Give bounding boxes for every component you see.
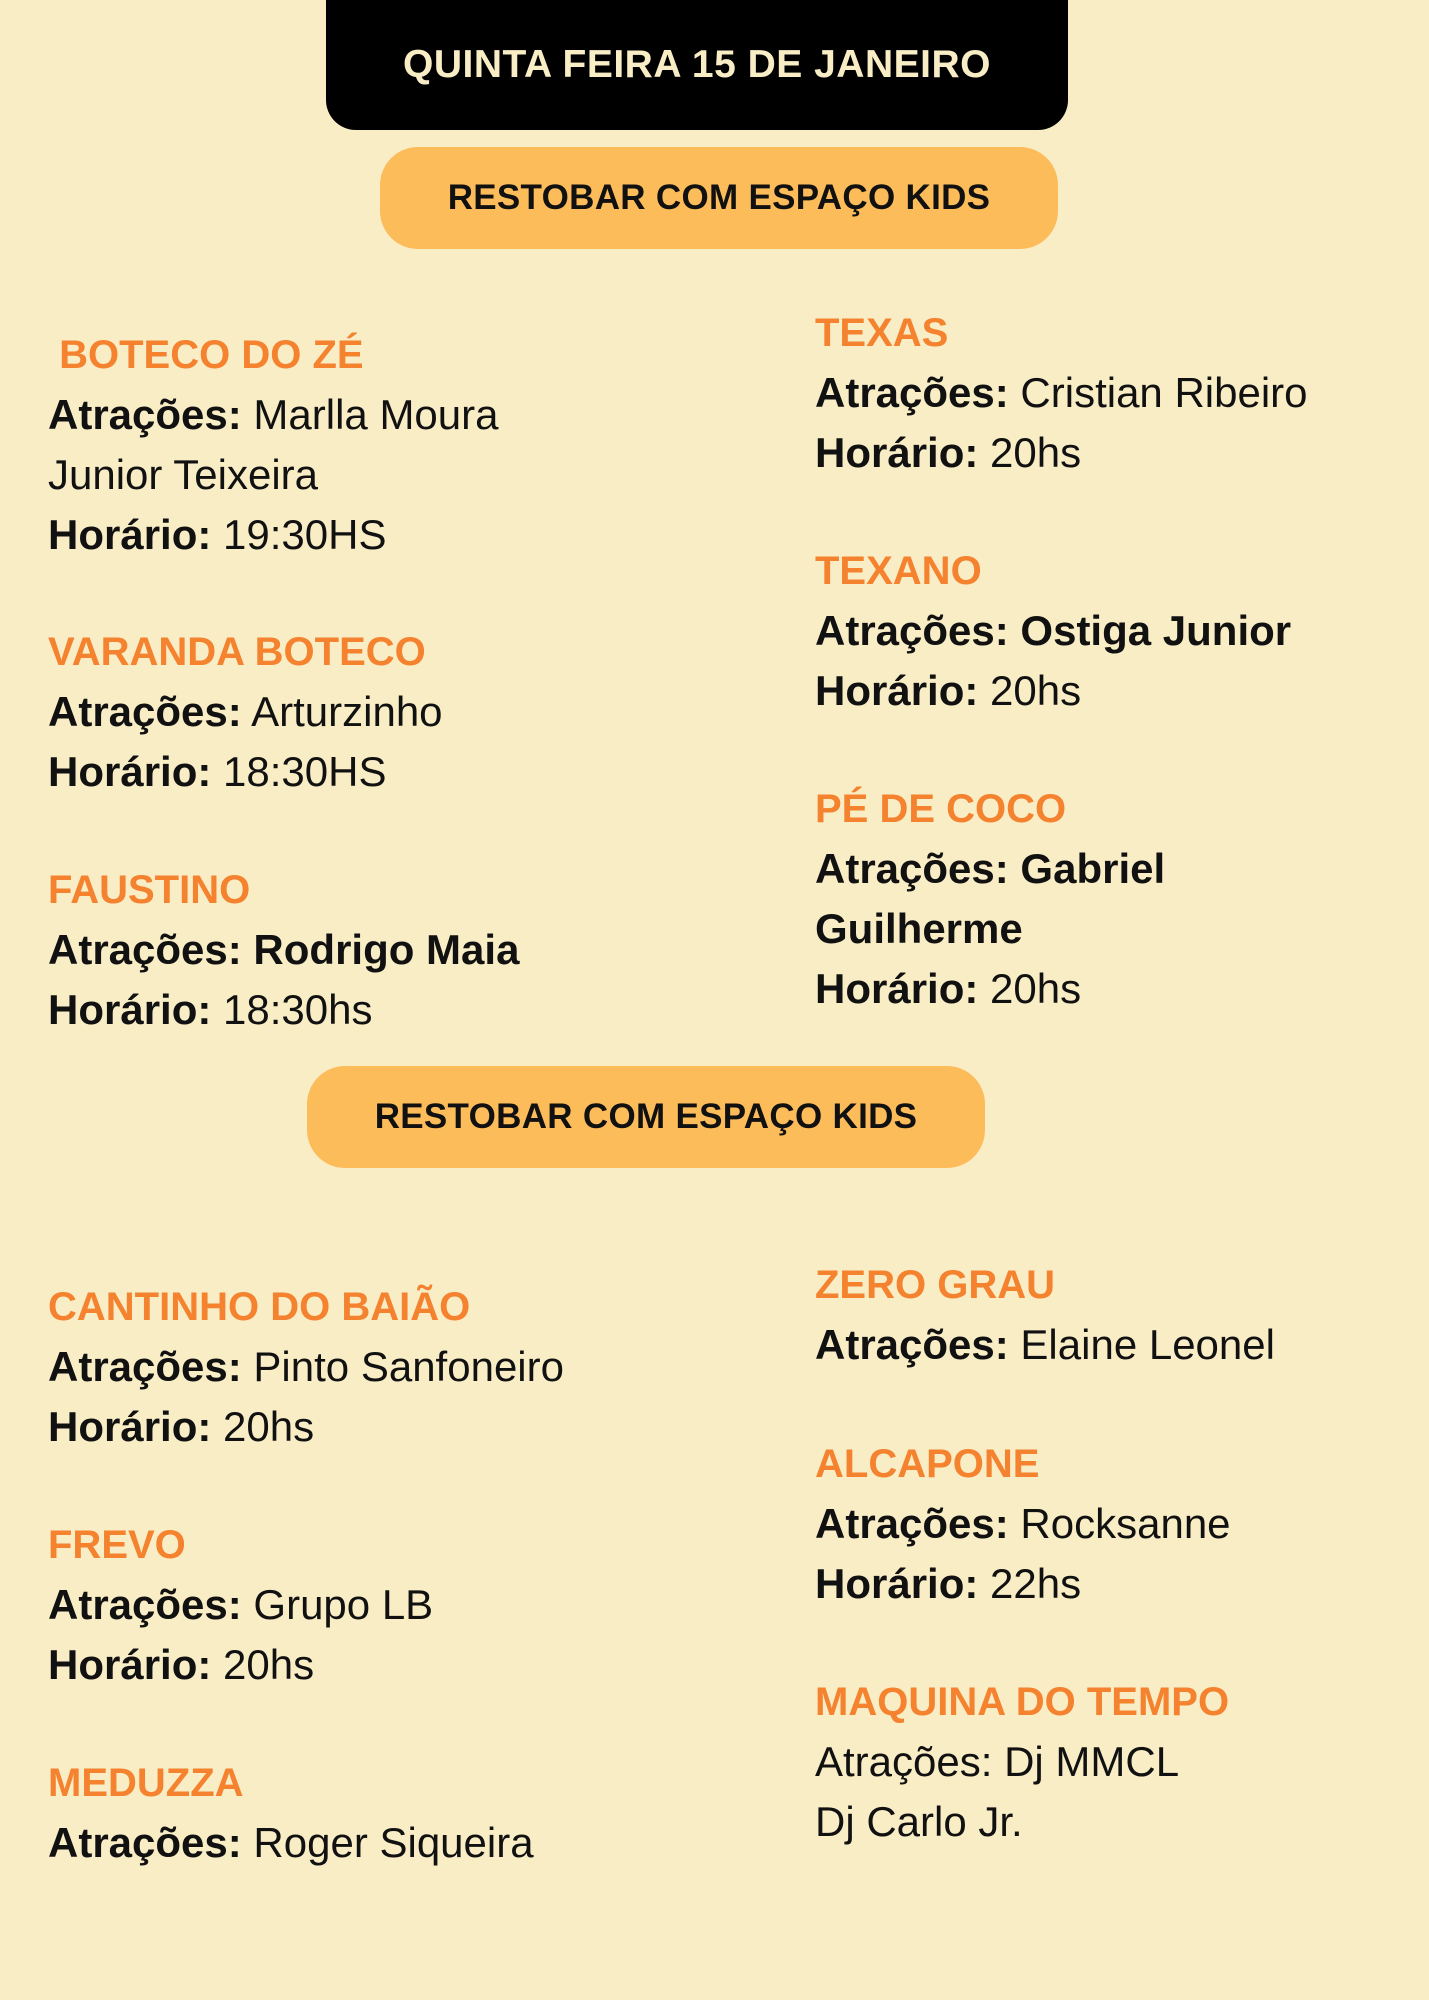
attractions-label: Atrações:	[815, 1321, 1009, 1368]
attractions-label: Atrações:	[815, 845, 1009, 892]
attractions-value: Grupo LB	[253, 1581, 434, 1628]
venue-alcapone	[815, 1435, 1231, 1614]
venue-name: ZERO GRAU	[815, 1263, 1055, 1307]
schedule-value: 20hs	[223, 1641, 315, 1688]
venue-texano	[815, 542, 1291, 721]
schedule-label: Horário:	[815, 429, 979, 476]
attractions-label: Atrações:	[48, 688, 242, 735]
schedule-label: Horário:	[48, 986, 212, 1033]
schedule-label: Horário:	[48, 1403, 212, 1450]
schedule-value: 19:30HS	[223, 511, 387, 558]
venue-name: TEXAS	[815, 311, 949, 355]
venue-schedule	[48, 742, 443, 802]
schedule-value: 22hs	[990, 1560, 1082, 1607]
schedule-label: Horário:	[48, 511, 212, 558]
attractions-label: Atrações:	[48, 1343, 242, 1390]
schedule-value: 18:30HS	[223, 748, 387, 795]
attractions-value: Rodrigo Maia	[253, 926, 520, 973]
venue-attractions-extra: Guilherme	[815, 905, 1023, 952]
venue-name: VARANDA BOTECO	[48, 630, 426, 674]
venue-schedule	[48, 505, 499, 565]
page-title: QUINTA FEIRA 15 DE JANEIRO	[326, 0, 1068, 130]
schedule-label: Horário:	[48, 748, 212, 795]
attractions-value: Ostiga Junior	[1020, 607, 1292, 654]
venue-name: PÉ DE COCO	[815, 787, 1067, 831]
venue-attractions	[815, 1315, 1275, 1375]
venue-name: MAQUINA DO TEMPO	[815, 1680, 1230, 1724]
venue-attractions	[48, 385, 499, 445]
venue-name: FREVO	[48, 1523, 186, 1567]
venue-schedule	[48, 980, 519, 1040]
venue-attractions	[815, 839, 1165, 899]
venue-schedule	[48, 1635, 433, 1695]
schedule-value: 18:30hs	[223, 986, 373, 1033]
venue-attractions	[815, 1494, 1231, 1554]
schedule-value: 20hs	[990, 429, 1082, 476]
attractions-value: Elaine Leonel	[1020, 1321, 1275, 1368]
attractions-value: Gabriel	[1020, 845, 1166, 892]
venue-faustino	[48, 861, 519, 1040]
schedule-label: Horário:	[48, 1641, 212, 1688]
attractions-value: Arturzinho	[251, 688, 443, 735]
venue-schedule	[815, 661, 1291, 721]
attractions-value: Rocksanne	[1020, 1500, 1231, 1547]
venue-name: BOTECO DO ZÉ	[48, 333, 364, 377]
schedule-label: Horário:	[815, 965, 979, 1012]
attractions-label: Atrações:	[815, 369, 1009, 416]
venue-zero-grau	[815, 1256, 1275, 1375]
venue-attractions	[48, 1813, 534, 1873]
schedule-value: 20hs	[223, 1403, 315, 1450]
section-label-restobar-1: RESTOBAR COM ESPAÇO KIDS	[380, 147, 1058, 249]
venue-schedule	[815, 1554, 1231, 1614]
venue-attractions	[48, 1337, 564, 1397]
attractions-value: Cristian Ribeiro	[1020, 369, 1308, 416]
venue-frevo	[48, 1516, 433, 1695]
venue-attractions-extra: Dj Carlo Jr.	[815, 1798, 1023, 1845]
venue-cantinho-do-baiao	[48, 1278, 564, 1457]
venue-texas	[815, 304, 1308, 483]
venue-schedule	[48, 1397, 564, 1457]
attractions-value: Roger Siqueira	[253, 1819, 534, 1866]
attractions-label: Atrações:	[815, 607, 1009, 654]
schedule-value: 20hs	[990, 965, 1082, 1012]
attractions-label: Atrações:	[48, 1819, 242, 1866]
venue-name: TEXANO	[815, 549, 982, 593]
venue-boteco-do-ze	[48, 326, 499, 565]
attractions-label: Atrações:	[48, 1581, 242, 1628]
section-label-restobar-2: RESTOBAR COM ESPAÇO KIDS	[307, 1066, 985, 1168]
venue-name: FAUSTINO	[48, 868, 251, 912]
schedule-value: 20hs	[990, 667, 1082, 714]
venue-pe-de-coco	[815, 780, 1165, 1019]
venue-maquina-do-tempo	[815, 1673, 1229, 1852]
venue-attractions	[48, 1575, 433, 1635]
venue-name: ALCAPONE	[815, 1442, 1040, 1486]
attractions-value: Pinto Sanfoneiro	[253, 1343, 564, 1390]
venue-varanda-boteco	[48, 623, 443, 802]
schedule-label: Horário:	[815, 1560, 979, 1607]
schedule-label: Horário:	[815, 667, 979, 714]
venue-attractions	[48, 682, 443, 742]
attractions-label: Atrações:	[48, 391, 242, 438]
venue-attractions	[48, 920, 519, 980]
attractions-label: Atrações:	[48, 926, 242, 973]
venue-attractions-extra: Junior Teixeira	[48, 451, 319, 498]
attractions-value: Marlla Moura	[253, 391, 499, 438]
venue-schedule	[815, 423, 1308, 483]
venue-attractions: Atrações: Dj MMCL	[815, 1738, 1180, 1785]
venue-meduzza	[48, 1754, 534, 1873]
venue-schedule	[815, 959, 1165, 1019]
venue-attractions	[815, 363, 1308, 423]
attractions-label: Atrações:	[815, 1500, 1009, 1547]
venue-name: MEDUZZA	[48, 1761, 244, 1805]
venue-attractions	[815, 601, 1291, 661]
venue-name: CANTINHO DO BAIÃO	[48, 1285, 471, 1329]
